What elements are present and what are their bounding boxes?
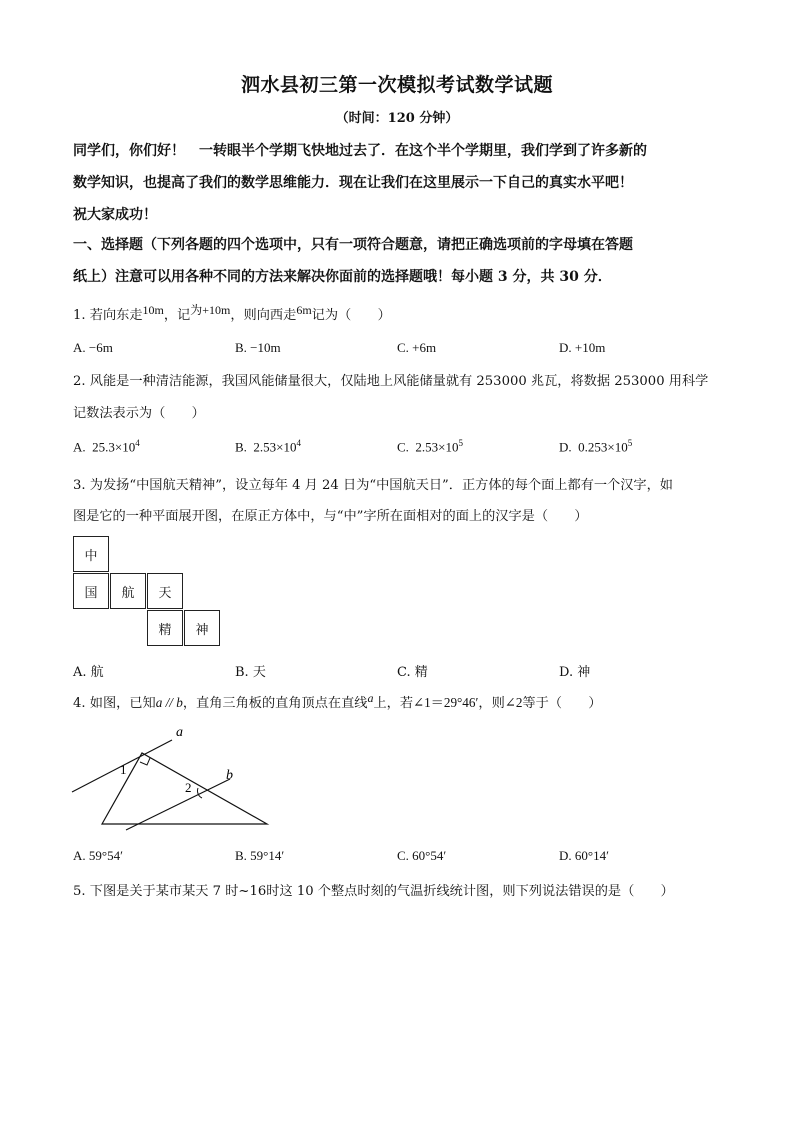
question-1-text-c: 为 — [190, 303, 203, 317]
option-c[interactable]: C. 60°54′ — [397, 848, 447, 863]
label-angle-2: 2 — [185, 780, 192, 795]
question-4 — [73, 692, 733, 711]
question-5-line-1: 5. 下图是关于某市某天 7 时~16时这 10 个整点时刻的气温折线统计图，则下列说法错误的是（ ） — [73, 884, 674, 899]
label-b: b — [226, 768, 233, 783]
option-a[interactable]: A. 航 — [73, 665, 104, 680]
label-angle-1: 1 — [120, 762, 127, 777]
net-cell-tian: 天 — [147, 573, 183, 609]
option-a-label: A. — [73, 439, 86, 455]
question-3-options — [73, 661, 733, 681]
parallel-lines-figure — [70, 722, 280, 832]
exam-subtitle: （时间：120 分钟） — [335, 111, 459, 126]
option-d[interactable]: D. 神 — [559, 665, 591, 680]
label-a: a — [176, 725, 183, 740]
question-1-math-3: 6m — [296, 303, 312, 317]
option-c[interactable]: C. +6m — [397, 340, 437, 355]
option-b[interactable] — [235, 438, 301, 455]
question-1-math-1: 10m — [142, 303, 164, 317]
net-cell-guo: 国 — [73, 573, 109, 609]
question-1-text-a: 1. 若向东走 — [73, 308, 143, 323]
question-1-options — [73, 340, 733, 360]
net-cell-jing: 精 — [147, 610, 183, 646]
option-d[interactable] — [559, 438, 632, 455]
exam-title: 泗水县初三第一次模拟考试数学试题 — [240, 74, 553, 96]
option-a-base: 25.3×10 — [92, 439, 136, 455]
question-2-line-1: 2. 风能是一种清洁能源，我国风能储量很大，仅陆地上风能储量就有 253000 兆瓦，将数据 253000 用科学 — [73, 374, 709, 389]
option-c-exp: 5 — [458, 438, 464, 448]
cube-net-figure — [73, 536, 223, 648]
section-heading-line-2: 纸上）注意可以用各种不同的方法来解决你面前的选择题哦！每小题 3 分，共 30 分． — [73, 269, 612, 285]
option-a[interactable]: A. 59°54′ — [73, 848, 123, 863]
right-angle-mark — [140, 758, 150, 765]
question-4-options — [73, 848, 733, 868]
question-1-text-e: 记为（ ） — [311, 308, 391, 323]
net-cell-hang: 航 — [110, 573, 146, 609]
option-b[interactable]: B. 59°14′ — [235, 848, 285, 863]
option-b-exp: 4 — [296, 438, 302, 448]
option-c[interactable]: C. 精 — [397, 665, 428, 680]
net-cell-shen: 神 — [184, 610, 220, 646]
option-c-label: C. — [397, 439, 409, 455]
option-b[interactable]: B. −10m — [235, 340, 281, 355]
question-2-line-2: 记数法表示为（ ） — [73, 406, 205, 421]
intro-line-2: 数学知识，也提高了我们的数学思维能力．现在让我们在这里展示一下自己的真实水平吧！ — [73, 175, 633, 191]
option-d[interactable]: D. 60°14′ — [559, 848, 609, 863]
line-b — [126, 779, 230, 830]
question-4-math-3: ∠1＝29°46′ — [413, 695, 479, 710]
question-3-line-1: 3. 为发扬“中国航天精神”，设立每年 4 月 24 日为“中国航天日”．正方体的每个面上都有一个汉字，如 — [73, 478, 673, 493]
question-1-math-2: +10m — [202, 303, 231, 317]
question-1-text-d: ，则向西走 — [230, 308, 297, 323]
question-4-text-c: 上，若 — [373, 696, 414, 711]
question-4-math-4: ∠2 — [504, 695, 523, 710]
option-c[interactable] — [397, 438, 463, 455]
option-d-base: 0.253×10 — [578, 439, 628, 455]
option-b[interactable]: B. 天 — [235, 665, 266, 680]
section-heading-line-1: 一、选择题（下列各题的四个选项中，只有一项符合题意，请把正确选项前的字母填在答题 — [73, 237, 633, 253]
question-3-line-2: 图是它的一种平面展开图，在原正方体中，与“中”字所在面相对的面上的汉字是（ ） — [73, 509, 588, 524]
question-4-text-a: 4. 如图，已知 — [73, 696, 156, 711]
question-4-text-e: 等于（ ） — [522, 696, 602, 711]
intro-line-1: 同学们，你们好！ 一转眼半个学期飞快地过去了．在这个半个学期里，我们学到了许多新的 — [73, 143, 647, 159]
question-4-text-d: ，则 — [478, 696, 505, 711]
question-4-math-1: a // b — [155, 695, 183, 710]
question-1 — [73, 304, 733, 323]
option-b-base: 2.53×10 — [253, 439, 297, 455]
option-d-exp: 5 — [627, 438, 633, 448]
option-b-label: B. — [235, 439, 247, 455]
question-1-text-b: ，记 — [163, 308, 191, 323]
question-4-math-2: a — [367, 691, 374, 705]
option-a-exp: 4 — [135, 438, 140, 448]
option-a[interactable]: A. −6m — [73, 340, 113, 355]
option-d-label: D. — [559, 439, 572, 455]
option-c-base: 2.53×10 — [415, 439, 459, 455]
option-d[interactable]: D. +10m — [559, 340, 606, 355]
net-cell-zhong: 中 — [73, 536, 109, 572]
option-a[interactable] — [73, 438, 140, 455]
question-2-options — [73, 438, 733, 458]
intro-line-3: 祝大家成功！ — [73, 207, 157, 223]
question-4-text-b: ，直角三角板的直角顶点在直线 — [182, 696, 368, 711]
